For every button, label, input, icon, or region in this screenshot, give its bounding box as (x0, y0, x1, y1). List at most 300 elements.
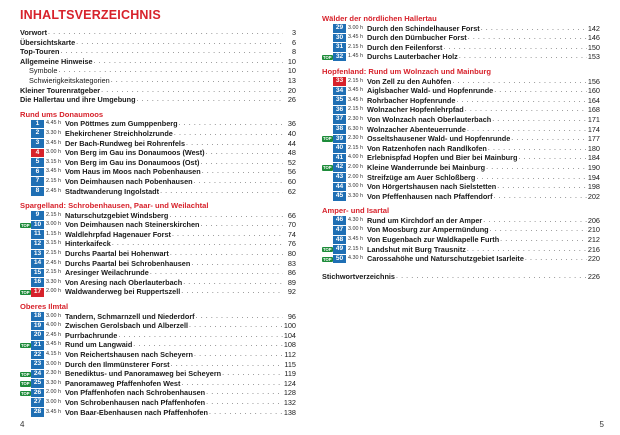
tour-page: 104 (283, 330, 296, 340)
tour-entry[interactable] (20, 167, 296, 177)
tour-number: 36 (333, 106, 346, 115)
leader-dots (183, 278, 283, 288)
tour-time: 4.15 h (46, 351, 61, 357)
right-sections (322, 14, 600, 264)
top-column (20, 287, 31, 297)
tour-title: Der Bach-Rundweg bei Rohrenfels (65, 138, 186, 148)
tour-entry[interactable] (322, 24, 600, 34)
tour-number: 23 (31, 360, 44, 369)
page-number-left: 4 (20, 420, 25, 429)
tour-time: 3.45 h (46, 139, 61, 146)
tour-entry[interactable] (20, 287, 296, 297)
tour-number: 34 (333, 87, 346, 96)
tour-entry[interactable] (20, 211, 296, 221)
tour-entry[interactable] (20, 398, 296, 408)
tour-time: 2.30 h (348, 115, 363, 122)
tour-title: Vom Haus im Moos nach Pobenhausen (65, 167, 201, 177)
leader-dots (206, 148, 283, 158)
top-column (20, 369, 31, 379)
leader-dots (490, 225, 587, 235)
tour-title: Benediktus- und Panoramaweg bei Scheyern (65, 369, 222, 379)
entry-label: Top-Touren (20, 47, 60, 57)
tour-page: 171 (587, 114, 600, 124)
leader-dots (486, 163, 587, 173)
tour-entry[interactable] (322, 125, 600, 135)
tour-time: 2.15 h (348, 245, 363, 252)
leader-dots (48, 28, 283, 38)
tour-entry[interactable] (322, 254, 600, 264)
tour-title: Landshut mit Burg Trausnitz (367, 244, 466, 254)
tour-time: 1.15 h (46, 230, 61, 237)
tour-number: 15 (31, 269, 44, 278)
tour-page: 174 (587, 124, 600, 134)
tour-number: 30 (333, 34, 346, 43)
tour-page: 60 (287, 176, 296, 186)
tour-page: 210 (587, 225, 600, 235)
tour-entry[interactable] (20, 158, 296, 168)
tour-entry[interactable] (322, 153, 600, 163)
leader-dots (194, 177, 283, 187)
tour-time: 3.45 h (46, 408, 61, 415)
tour-time: 3.30 h (46, 379, 61, 386)
tour-entry[interactable] (20, 187, 296, 197)
tour-entry[interactable] (20, 340, 296, 350)
tour-page: 160 (587, 86, 600, 96)
tour-page: 76 (287, 239, 296, 249)
tour-entry[interactable] (20, 379, 296, 389)
tour-number: 16 (31, 278, 44, 287)
tour-entry[interactable] (20, 220, 296, 230)
tour-time: 3.45 h (348, 236, 363, 243)
top-column (322, 245, 333, 255)
entry-page: 10 (287, 66, 296, 76)
leader-dots (476, 173, 586, 183)
leader-dots (118, 331, 283, 341)
leader-dots (101, 86, 283, 96)
leader-dots (483, 216, 587, 226)
tour-entry[interactable] (20, 350, 296, 360)
tour-time: 2.45 h (46, 331, 61, 338)
leader-dots (186, 139, 283, 149)
tour-title: Aresinger Weilachrunde (65, 268, 149, 278)
toc-entry[interactable] (20, 57, 296, 67)
leader-dots (511, 134, 587, 144)
right-page (310, 0, 620, 435)
tour-page: 180 (587, 143, 600, 153)
tour-time: 4.30 h (348, 216, 363, 223)
entry-label: Symbole (29, 66, 58, 76)
leader-dots (133, 340, 283, 350)
tour-entry[interactable] (322, 33, 600, 43)
tour-entry[interactable] (20, 148, 296, 158)
tour-number: 31 (333, 43, 346, 52)
tour-page: 138 (283, 407, 296, 417)
leader-dots (58, 66, 283, 76)
tour-page: 96 (287, 311, 296, 321)
tour-entry[interactable] (20, 259, 296, 269)
tour-title: Zwischen Gerolsbach und Alberzell (65, 321, 188, 331)
leader-dots (525, 254, 587, 264)
tour-entry[interactable] (322, 105, 600, 115)
tour-title: Von Reichertshausen nach Scheyern (65, 350, 194, 359)
top-badge: TOP (323, 136, 332, 142)
tour-entry[interactable] (20, 230, 296, 240)
tour-title: Von Pöttmes zum Gumppenberg (65, 119, 178, 129)
toc-entry[interactable] (20, 28, 296, 38)
tour-page: 70 (287, 220, 296, 230)
tour-number: 47 (333, 226, 346, 235)
top-badge: TOP (21, 342, 30, 348)
tour-time: 3.45 h (348, 96, 363, 103)
leader-dots (202, 167, 283, 177)
toc-entry[interactable] (20, 38, 296, 48)
tour-page: 74 (287, 229, 296, 239)
tour-time: 6.30 h (348, 125, 363, 132)
toc-entry[interactable] (20, 47, 296, 57)
leader-dots (497, 182, 587, 192)
tour-time: 2.00 h (46, 288, 61, 295)
tour-number: 17 (31, 288, 44, 297)
tour-title: Wolnzacher Abenteuerrunde (367, 124, 466, 134)
top-column (322, 163, 333, 173)
tour-entry[interactable] (322, 163, 600, 173)
tour-entry[interactable] (322, 173, 600, 183)
leader-dots (481, 24, 587, 34)
tour-entry[interactable] (20, 278, 296, 288)
tour-time: 2.30 h (46, 370, 61, 377)
toc-title: INHALTSVERZEICHNIS (20, 8, 161, 22)
tour-page: 216 (587, 244, 600, 254)
tour-number: 7 (31, 177, 44, 186)
section-heading: Oberes Ilmtal (20, 302, 69, 312)
tour-page: 92 (287, 287, 296, 297)
index-page: 226 (587, 271, 600, 281)
tour-page: 164 (587, 95, 600, 105)
tour-page: 108 (283, 340, 296, 350)
tour-number: 41 (333, 154, 346, 163)
tour-page: 206 (587, 215, 600, 225)
leader-dots (500, 235, 587, 245)
tour-title: Hinterkaifeck (65, 239, 111, 249)
tour-page: 132 (283, 397, 296, 407)
leader-dots (179, 119, 283, 129)
tour-entry[interactable] (322, 225, 600, 235)
tour-entry[interactable] (20, 369, 296, 379)
leader-dots (494, 192, 587, 202)
tour-time: 3.00 h (46, 149, 61, 156)
leader-dots (467, 125, 587, 135)
leader-dots (172, 230, 283, 240)
top-column (20, 340, 31, 350)
entry-label: Kleiner Tourenratgeber (20, 85, 101, 95)
leader-dots (200, 158, 283, 168)
tour-time: 4.00 h (46, 322, 61, 329)
top-badge: TOP (21, 381, 30, 387)
tour-title: Von Berg im Gau ins Donaumoos (Ost) (65, 157, 200, 167)
tour-time: 4.30 h (348, 255, 363, 262)
leader-dots (112, 239, 283, 249)
leader-dots (222, 369, 283, 379)
tour-title: Von Deimhausen nach Pobenhausen (65, 176, 193, 186)
tour-page: 156 (587, 76, 600, 86)
tour-title: Stadtwanderung Ingolstadt (65, 186, 160, 196)
tour-time: 3.15 h (46, 158, 61, 165)
tour-entry[interactable] (20, 388, 296, 398)
tour-title: Aiglsbacher Wald- und Hopfenrunde (367, 86, 494, 96)
leader-dots (488, 144, 587, 154)
toc-entry[interactable] (20, 95, 296, 105)
leader-dots (150, 268, 283, 278)
tour-time: 3.45 h (46, 341, 61, 348)
leader-dots (137, 95, 283, 105)
tour-title: Von Ratzenhofen nach Randlkofen (367, 143, 487, 153)
tour-page: 146 (587, 33, 600, 43)
tour-title: Von Baar-Ebenhausen nach Pfaffenhofen (65, 407, 208, 417)
entry-label: Allgemeine Hinweise (20, 56, 93, 66)
tour-page: 48 (287, 148, 296, 158)
page-number-right: 5 (599, 420, 604, 429)
tour-number: 35 (333, 96, 346, 105)
tour-title: Rohrbacher Hopfenrunde (367, 95, 456, 105)
tour-entry[interactable] (322, 216, 600, 226)
tour-title: Von Eugenbach zur Waldkapelle Furth (367, 235, 500, 245)
tour-page: 153 (587, 52, 600, 62)
tour-title: Von Hörgertshausen nach Sielstetten (367, 182, 497, 192)
tour-time: 3.45 h (46, 168, 61, 175)
tour-entry[interactable] (20, 360, 296, 370)
tour-number: 9 (31, 211, 44, 220)
tour-time: 2.15 h (46, 177, 61, 184)
tour-time: 3.45 h (348, 87, 363, 94)
tour-number: 39 (333, 135, 346, 144)
tour-page: 124 (283, 378, 296, 388)
tour-time: 2.00 h (348, 163, 363, 170)
toc-entry[interactable] (20, 66, 296, 76)
tour-number: 45 (333, 192, 346, 201)
leader-dots (60, 47, 283, 57)
tour-title: Rund um Langwaid (65, 340, 133, 350)
tour-entry[interactable] (322, 52, 600, 62)
tour-title: Carossahöhe und Naturschutzgebiet Isarleite (367, 254, 524, 264)
leader-dots (171, 360, 283, 370)
leader-dots (206, 388, 283, 398)
tour-time: 2.00 h (348, 173, 363, 180)
tour-entry[interactable] (20, 119, 296, 129)
tour-time: 4.45 h (46, 120, 61, 127)
leader-dots (111, 76, 283, 86)
tour-entry[interactable] (322, 192, 600, 202)
tour-number: 6 (31, 168, 44, 177)
tour-entry[interactable] (322, 43, 600, 53)
tour-number: 32 (333, 53, 346, 62)
tour-page: 190 (587, 162, 600, 172)
tour-number: 24 (31, 370, 44, 379)
tour-title: Wolnzacher Hopfenlehrpfad (367, 105, 464, 115)
tour-page: 194 (587, 172, 600, 182)
tour-time: 2.15 h (348, 106, 363, 113)
tour-title: Durchs Lauterbacher Holz (367, 52, 458, 62)
tour-entry[interactable] (20, 129, 296, 139)
tour-entry[interactable] (322, 115, 600, 125)
tour-number: 20 (31, 331, 44, 340)
entry-label: Die Hallertau und ihre Umgebung (20, 95, 136, 105)
tour-time: 3.30 h (46, 129, 61, 136)
entry-page: 3 (291, 28, 296, 37)
tour-title: Von Berg im Gau ins Donaumoos (West) (65, 148, 205, 158)
tour-entry[interactable] (20, 177, 296, 187)
tour-entry[interactable] (20, 408, 296, 418)
tour-title: Von Deimhausen nach Steinerskirchen (65, 220, 200, 230)
top-badge: TOP (323, 165, 332, 171)
tour-time: 1.45 h (348, 53, 363, 60)
top-column (20, 379, 31, 389)
tour-time: 3.00 h (348, 226, 363, 233)
tour-entry[interactable] (322, 245, 600, 255)
tour-number: 18 (31, 312, 44, 321)
tour-number: 8 (31, 187, 44, 196)
tour-title: Durchs Paartal bei Schrobenhausen (65, 258, 191, 268)
top-column (322, 52, 333, 62)
tour-time: 2.45 h (46, 259, 61, 266)
tour-title: Erlebnispfad Hopfen und Bier bei Mainburg (367, 153, 518, 163)
section-heading: Spargelland: Schrobenhausen, Paar- und Weilachtal (20, 201, 209, 211)
leader-dots (201, 220, 284, 230)
left-sections (20, 110, 296, 417)
tour-number: 27 (31, 398, 44, 407)
tour-time: 3.00 h (46, 360, 61, 367)
tour-page: 177 (587, 134, 600, 144)
tour-number: 3 (31, 139, 44, 148)
tour-title: Purrbachrunde (65, 330, 118, 340)
tour-page: 86 (287, 268, 296, 278)
leader-dots (170, 249, 283, 259)
leader-dots (396, 272, 587, 282)
tour-number: 28 (31, 408, 44, 417)
leader-dots (189, 321, 283, 331)
tour-entry[interactable] (20, 249, 296, 259)
tour-page: 202 (587, 191, 600, 201)
tour-page: 44 (287, 138, 296, 148)
top-badge: TOP (323, 256, 332, 262)
tour-entry[interactable] (20, 139, 296, 149)
top-column (20, 388, 31, 398)
tour-page: 119 (284, 369, 296, 379)
tour-time: 3.30 h (46, 278, 61, 285)
tour-title: Waldwanderweg bei Ruppertszell (65, 287, 181, 297)
tour-title: Von Pfaffenhofen nach Schrobenhausen (65, 388, 206, 398)
index-label: Stichwortverzeichnis (322, 271, 395, 281)
toc-entry[interactable] (20, 86, 296, 96)
leader-dots (206, 398, 283, 408)
tour-page: 62 (287, 186, 296, 196)
tour-time: 3.45 h (348, 34, 363, 41)
leader-dots (492, 115, 587, 125)
tour-page: 112 (284, 350, 296, 359)
tour-page: 168 (587, 105, 600, 115)
tour-title: Durch den Feilenforst (367, 42, 443, 52)
leader-dots (456, 96, 586, 106)
tour-entry[interactable] (322, 235, 600, 245)
tour-time: 2.15 h (348, 43, 363, 50)
top-badge: TOP (21, 371, 30, 377)
tour-entry[interactable] (20, 239, 296, 249)
tour-page: 52 (287, 157, 296, 167)
tour-time: 4.00 h (348, 154, 363, 161)
entry-label: Schwierigkeitskategorien (29, 75, 110, 85)
tour-number: 26 (31, 389, 44, 398)
tour-title: Von Aresing nach Oberlauterbach (65, 277, 183, 287)
tour-entry[interactable] (20, 268, 296, 278)
leader-dots (468, 33, 587, 43)
tour-page: 66 (287, 210, 296, 220)
tour-entry[interactable] (322, 182, 600, 192)
tour-number: 44 (333, 183, 346, 192)
tour-time: 2.00 h (46, 389, 61, 396)
leader-dots (196, 312, 283, 322)
tour-number: 40 (333, 144, 346, 153)
tour-time: 3.00 h (46, 312, 61, 319)
tour-entry[interactable] (322, 96, 600, 106)
entry-page: 20 (287, 85, 296, 95)
tour-title: Durchs Paartal bei Hohenwart (65, 249, 169, 259)
tour-title: Tandern, Schmarnzell und Niederdorf (65, 311, 195, 321)
tour-title: Ehekirchener Streichholzrunde (65, 128, 173, 138)
leader-dots (465, 105, 587, 115)
tour-number: 13 (31, 250, 44, 259)
index-entry[interactable] (322, 272, 600, 282)
toc-entry[interactable] (20, 76, 296, 86)
tour-entry[interactable] (322, 134, 600, 144)
section-heading: Amper- und Isartal (322, 206, 390, 216)
leader-dots (494, 86, 587, 96)
leader-dots (518, 153, 586, 163)
tour-entry[interactable] (20, 331, 296, 341)
tour-entry[interactable] (20, 312, 296, 322)
tour-number: 1 (31, 120, 44, 129)
tour-title: Kleine Wanderrunde bei Mainburg (367, 162, 486, 172)
tour-time: 3.00 h (46, 398, 61, 405)
tour-title: Streifzüge am Auer Schloßberg (367, 172, 476, 182)
tour-entry[interactable] (20, 321, 296, 331)
leader-dots (467, 245, 587, 255)
tour-time: 2.15 h (348, 144, 363, 151)
tour-title: Naturschutzgebiet Windsberg (65, 210, 169, 220)
tour-time: 2.15 h (46, 269, 61, 276)
leader-dots (169, 211, 283, 221)
tour-time: 3.30 h (348, 192, 363, 199)
tour-title: Panoramaweg Pfaffenhofen West (65, 378, 181, 388)
top-badge: TOP (323, 246, 332, 252)
tour-page: 142 (587, 23, 600, 33)
tour-entry[interactable] (322, 144, 600, 154)
tour-entry[interactable] (322, 86, 600, 96)
tour-number: 49 (333, 245, 346, 254)
top-column (322, 134, 333, 144)
tour-entry[interactable] (322, 77, 600, 87)
tour-page: 198 (587, 182, 600, 192)
tour-page: 184 (587, 153, 600, 163)
tour-number: 46 (333, 216, 346, 225)
tour-page: 128 (283, 388, 296, 398)
intro-list (20, 28, 296, 105)
tour-page: 56 (287, 167, 296, 177)
leader-dots (174, 129, 283, 139)
tour-time: 2.15 h (46, 211, 61, 218)
tour-title: Von Schrobenhausen nach Pfaffenhofen (65, 397, 206, 407)
tour-time: 2.15 h (46, 250, 61, 257)
tour-page: 89 (287, 277, 296, 287)
tour-number: 2 (31, 129, 44, 138)
